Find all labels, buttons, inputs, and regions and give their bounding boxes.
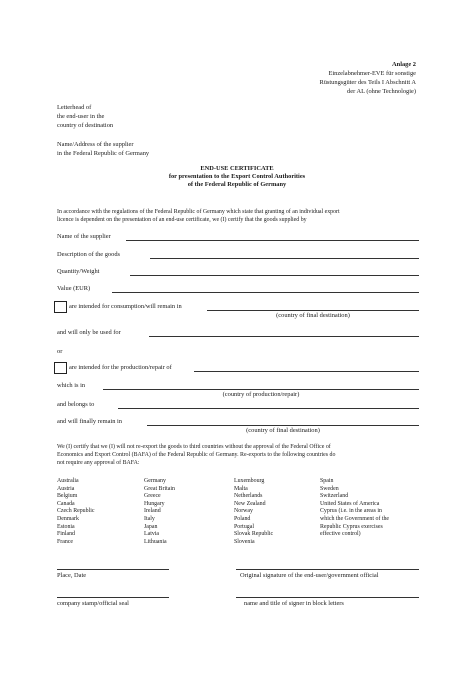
- final-country-caption: (country of final destination): [246, 427, 320, 434]
- country-item: Ireland: [144, 508, 161, 515]
- country-item: Australia: [57, 478, 79, 484]
- or-label: or: [57, 348, 63, 355]
- final-destination-field[interactable]: [207, 310, 419, 311]
- country-column-1: [57, 478, 94, 546]
- annex-subtitle-3: der AL (ohne Technologie): [347, 88, 416, 95]
- country-item: Germany: [144, 478, 166, 484]
- finally-remain-label: and will finally remain in: [57, 418, 122, 425]
- supplier-name-label: Name of the supplier: [57, 233, 111, 240]
- country-item: Italy: [144, 515, 155, 522]
- value-field[interactable]: [112, 292, 419, 293]
- country-item: France: [57, 538, 74, 545]
- certificate-subtitle-2: of the Federal Republic of Germany: [187, 181, 287, 188]
- used-for-field[interactable]: [149, 336, 419, 337]
- supplier-address-line-1: Name/Address of the supplier: [57, 141, 134, 148]
- country-item: Cyprus (i.e. in the areas in: [320, 508, 382, 515]
- stamp-label: company stamp/official seal: [57, 600, 129, 607]
- certificate-subtitle-1: for presentation to the Export Control Authorities: [168, 173, 306, 180]
- supplier-address-line-2: in the Federal Republic of Germany: [57, 150, 150, 157]
- country-item: Canada: [57, 500, 75, 507]
- country-item: Denmark: [57, 515, 79, 522]
- belongs-to-label: and belongs to: [57, 401, 95, 408]
- place-date-label: Place, Date: [57, 572, 87, 579]
- country-item: Greece: [144, 493, 161, 500]
- signature-field[interactable]: [236, 569, 419, 570]
- production-country-field[interactable]: [103, 389, 419, 390]
- which-is-in-label: which is in: [57, 382, 86, 389]
- consumption-label: are intended for consumption/will remain in: [69, 303, 182, 310]
- country-item: Latvia: [144, 531, 160, 538]
- production-item-field[interactable]: [194, 371, 419, 372]
- country-item: Estonia: [57, 523, 75, 530]
- country-item: effective control): [320, 531, 361, 538]
- country-item: Finland: [57, 531, 75, 538]
- country-item: Belgium: [57, 493, 78, 500]
- country-item: Netherlands: [234, 493, 263, 500]
- signature-label: Original signature of the end-user/government official: [240, 572, 379, 579]
- value-label: Value (EUR): [57, 285, 91, 292]
- used-for-label: and will only be used for: [57, 329, 121, 336]
- country-item: Sweden: [320, 485, 339, 492]
- country-item: Lithuania: [144, 538, 167, 545]
- reexport-line-2: Economics and Export Control (BAFA) of the Federal Republic of Germany. Re-exports to the following countries do: [57, 452, 336, 458]
- reexport-line-1: We (I) certify that we (I) will not re-export the goods to third countries without the approval of the Federal Office of: [57, 444, 331, 450]
- country-column-2: [144, 478, 175, 546]
- signer-name-label: name and title of signer in block letters: [244, 600, 344, 607]
- belongs-to-field[interactable]: [118, 408, 419, 409]
- annex-label: Anlage 2: [392, 61, 416, 68]
- description-field[interactable]: [150, 258, 419, 259]
- quantity-label: Quantity/Weight: [57, 268, 100, 275]
- country-item: Great Britain: [144, 485, 175, 492]
- production-country-caption: (country of production/repair): [222, 391, 300, 398]
- country-item: Czech Republic: [57, 508, 95, 515]
- letterhead-line-3: country of destination: [57, 122, 114, 129]
- country-item: which the Government of the: [320, 515, 390, 522]
- description-label: Description of the goods: [57, 251, 121, 258]
- country-item: Republic Cyprus exercises: [320, 523, 383, 530]
- country-item: United States of America: [320, 500, 380, 507]
- letterhead-line-1: Letterhead of: [57, 104, 92, 111]
- country-item: Malta: [234, 485, 248, 492]
- certificate-title: END-USE CERTIFICATE: [200, 165, 274, 172]
- country-item: Slovenia: [234, 538, 255, 545]
- country-item: Poland: [234, 515, 251, 522]
- consumption-checkbox[interactable]: [54, 301, 67, 313]
- country-item: Japan: [144, 523, 158, 530]
- reexport-line-3: not require any approval of BAFA:: [57, 460, 140, 466]
- country-item: Spain: [320, 478, 334, 484]
- country-column-3: [234, 478, 273, 546]
- country-column-4: [320, 478, 389, 539]
- production-checkbox[interactable]: [54, 362, 67, 374]
- country-item: Portugal: [234, 523, 254, 530]
- place-date-field[interactable]: [57, 569, 169, 570]
- annex-subtitle-1: Einzelabnehmer-EVE für sonstige: [328, 70, 416, 77]
- country-item: Norway: [234, 508, 253, 515]
- country-item: Switzerland: [320, 493, 349, 500]
- intro-line-2: licence is dependent on the presentation of an end-use certificate, we (I) certify that the goods supplied by: [57, 217, 307, 223]
- annex-subtitle-2: Rüstungsgüter des Teils I Abschnitt A: [319, 79, 416, 86]
- stamp-field[interactable]: [57, 597, 169, 598]
- intro-line-1: In accordance with the regulations of the Federal Republic of Germany which state that granting of an individual export: [57, 209, 340, 215]
- final-destination-caption: (country of final destination): [276, 312, 350, 319]
- country-item: New Zealand: [234, 500, 266, 507]
- production-label: are intended for the production/repair of: [69, 364, 172, 371]
- country-item: Hungary: [144, 500, 165, 507]
- country-item: Austria: [57, 485, 75, 492]
- quantity-field[interactable]: [130, 275, 419, 276]
- final-country-field[interactable]: [147, 425, 419, 426]
- signer-name-field[interactable]: [236, 597, 419, 598]
- supplier-name-field[interactable]: [126, 240, 419, 241]
- country-item: Slovak Republic: [234, 531, 274, 538]
- letterhead-line-2: the end-user in the: [57, 113, 105, 120]
- country-item: Luxembourg: [234, 478, 265, 484]
